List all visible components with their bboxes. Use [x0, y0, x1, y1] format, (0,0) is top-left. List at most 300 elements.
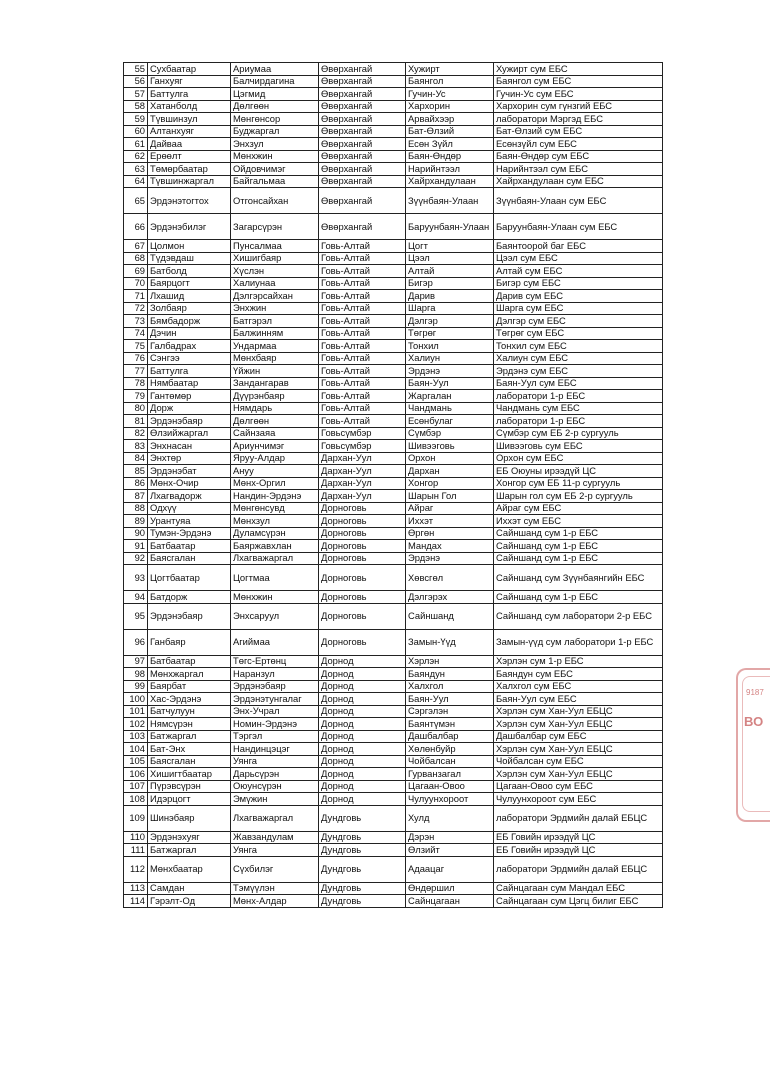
cell-soum: Бат-Өлзий [406, 125, 494, 138]
table-row [124, 844, 663, 857]
cell-school: Хэрлэн сум Хан-Уул ЕБЦС [494, 718, 663, 731]
table-row [124, 327, 663, 340]
cell-row-number: 96 [124, 629, 148, 655]
cell-given-name: Байгальмаа [231, 175, 319, 188]
cell-surname: Гэрэлт-Од [148, 895, 231, 908]
cell-soum: Эрдэнэ [406, 552, 494, 565]
cell-province: Дундговь [319, 805, 406, 831]
cell-surname: Батчулуун [148, 705, 231, 718]
cell-province: Дархан-Уул [319, 452, 406, 465]
cell-surname: Хишигтбаатар [148, 768, 231, 781]
cell-school: Дашбалбар сум ЕБС [494, 730, 663, 743]
table-row [124, 150, 663, 163]
cell-school: Хэрлэн сум 1-р ЕБС [494, 655, 663, 668]
cell-soum: Чойбалсан [406, 755, 494, 768]
cell-row-number: 108 [124, 793, 148, 806]
cell-row-number: 103 [124, 730, 148, 743]
cell-province: Говь-Алтай [319, 265, 406, 278]
cell-row-number: 74 [124, 327, 148, 340]
cell-school: Айраг сум ЕБС [494, 502, 663, 515]
table-row [124, 214, 663, 240]
table-row [124, 515, 663, 528]
cell-given-name: Ариумаа [231, 63, 319, 76]
cell-province: Говь-Алтай [319, 290, 406, 303]
cell-surname: Эрдэнэтогтох [148, 188, 231, 214]
cell-row-number: 69 [124, 265, 148, 278]
table-row [124, 831, 663, 844]
table-row [124, 465, 663, 478]
cell-province: Дорнод [319, 668, 406, 681]
cell-soum: Баян-Уул [406, 693, 494, 706]
cell-given-name: Тэмүүлэн [231, 882, 319, 895]
cell-row-number: 93 [124, 565, 148, 591]
cell-row-number: 98 [124, 668, 148, 681]
table-row [124, 440, 663, 453]
cell-given-name: Балжинням [231, 327, 319, 340]
cell-given-name: Лхагважаргал [231, 805, 319, 831]
cell-surname: Батжаргал [148, 844, 231, 857]
table-row [124, 377, 663, 390]
cell-given-name: Мөнхбаяр [231, 352, 319, 365]
cell-row-number: 65 [124, 188, 148, 214]
cell-province: Дорноговь [319, 515, 406, 528]
cell-school: лаборатори Мэргэд ЕБС [494, 113, 663, 126]
cell-row-number: 105 [124, 755, 148, 768]
cell-school: Хархорин сум гүнзгий ЕБС [494, 100, 663, 113]
table-row [124, 188, 663, 214]
cell-given-name: Нандинцэцэг [231, 743, 319, 756]
cell-surname: Төмөрбаатар [148, 163, 231, 176]
cell-given-name: Зандангарав [231, 377, 319, 390]
table-row [124, 63, 663, 76]
cell-surname: Мөнхжаргал [148, 668, 231, 681]
cell-school: ЕБ Оюуны ирээдүй ЦС [494, 465, 663, 478]
cell-school: Цээл сум ЕБС [494, 252, 663, 265]
cell-province: Дархан-Уул [319, 490, 406, 503]
cell-school: Сайнцагаан сум Цэгц билиг ЕБС [494, 895, 663, 908]
cell-province: Дорнод [319, 730, 406, 743]
table-row [124, 603, 663, 629]
cell-province: Дорнод [319, 793, 406, 806]
cell-soum: Хулд [406, 805, 494, 831]
cell-school: Сайншанд сум лаборатори 2-р ЕБС [494, 603, 663, 629]
table-row [124, 755, 663, 768]
cell-school: Замын-үүд сум лаборатори 1-р ЕБС [494, 629, 663, 655]
cell-province: Дундговь [319, 882, 406, 895]
cell-surname: Галбадрах [148, 340, 231, 353]
cell-given-name: Буджаргал [231, 125, 319, 138]
cell-surname: Өлзийжаргал [148, 427, 231, 440]
cell-province: Өвөрхангай [319, 63, 406, 76]
cell-province: Говь-Алтай [319, 252, 406, 265]
cell-given-name: Батгэрэл [231, 315, 319, 328]
cell-row-number: 109 [124, 805, 148, 831]
cell-given-name: Үйжин [231, 365, 319, 378]
cell-surname: Мөнхбаатар [148, 856, 231, 882]
cell-soum: Эрдэнэ [406, 365, 494, 378]
cell-row-number: 66 [124, 214, 148, 240]
table-row [124, 75, 663, 88]
table-row [124, 629, 663, 655]
cell-province: Дорнод [319, 718, 406, 731]
cell-row-number: 114 [124, 895, 148, 908]
table-row [124, 340, 663, 353]
cell-province: Дорнод [319, 655, 406, 668]
table-row [124, 427, 663, 440]
cell-school: Сүмбэр сум ЕБ 2-р сургууль [494, 427, 663, 440]
cell-given-name: Оюунсүрэн [231, 780, 319, 793]
cell-given-name: Тэргэл [231, 730, 319, 743]
cell-school: Баяндун сум ЕБС [494, 668, 663, 681]
cell-row-number: 64 [124, 175, 148, 188]
cell-province: Өвөрхангай [319, 88, 406, 101]
cell-given-name: Хүслэн [231, 265, 319, 278]
cell-surname: Хатанболд [148, 100, 231, 113]
cell-given-name: Хишигбаяр [231, 252, 319, 265]
participants-table [123, 62, 663, 908]
cell-school: Баруунбаян-Улаан сум ЕБС [494, 214, 663, 240]
cell-province: Говь-Алтай [319, 315, 406, 328]
cell-row-number: 71 [124, 290, 148, 303]
cell-row-number: 68 [124, 252, 148, 265]
cell-given-name: Лхагважаргал [231, 552, 319, 565]
cell-soum: Өндөршил [406, 882, 494, 895]
cell-province: Дорнод [319, 780, 406, 793]
cell-surname: Ерөөлт [148, 150, 231, 163]
cell-surname: Эрдэнэхуяг [148, 831, 231, 844]
cell-school: Шарга сум ЕБС [494, 302, 663, 315]
cell-given-name: Ануу [231, 465, 319, 478]
cell-school: Зүүнбаян-Улаан сум ЕБС [494, 188, 663, 214]
cell-surname: Түдэвдаш [148, 252, 231, 265]
cell-given-name: Агиймаа [231, 629, 319, 655]
cell-surname: Урантуяа [148, 515, 231, 528]
cell-surname: Энхтөр [148, 452, 231, 465]
cell-province: Дорноговь [319, 603, 406, 629]
cell-row-number: 77 [124, 365, 148, 378]
cell-province: Говь-Алтай [319, 302, 406, 315]
cell-school: Сайншанд сум 1-р ЕБС [494, 591, 663, 604]
cell-row-number: 59 [124, 113, 148, 126]
cell-school: Бат-Өлзий сум ЕБС [494, 125, 663, 138]
cell-row-number: 88 [124, 502, 148, 515]
cell-soum: Дарив [406, 290, 494, 303]
cell-row-number: 78 [124, 377, 148, 390]
cell-row-number: 100 [124, 693, 148, 706]
cell-row-number: 58 [124, 100, 148, 113]
table-row [124, 365, 663, 378]
cell-row-number: 107 [124, 780, 148, 793]
cell-given-name: Эмүжин [231, 793, 319, 806]
cell-school: Нарийнтээл сум ЕБС [494, 163, 663, 176]
table-row [124, 477, 663, 490]
cell-soum: Сайнцагаан [406, 895, 494, 908]
cell-soum: Есөнбулаг [406, 415, 494, 428]
cell-province: Говь-Алтай [319, 415, 406, 428]
table-row [124, 527, 663, 540]
cell-surname: Баярцогт [148, 277, 231, 290]
cell-province: Говь-Алтай [319, 327, 406, 340]
cell-surname: Лхагвадорж [148, 490, 231, 503]
cell-soum: Шарын Гол [406, 490, 494, 503]
table-row [124, 718, 663, 731]
cell-school: Чойбалсан сум ЕБС [494, 755, 663, 768]
cell-soum: Жаргалан [406, 390, 494, 403]
cell-school: Цагаан-Овоо сум ЕБС [494, 780, 663, 793]
table-row [124, 277, 663, 290]
cell-surname: Бат-Энх [148, 743, 231, 756]
cell-surname: Бямбадорж [148, 315, 231, 328]
table-row [124, 390, 663, 403]
cell-surname: Идэрцогт [148, 793, 231, 806]
cell-row-number: 111 [124, 844, 148, 857]
cell-school: Чулуунхороот сум ЕБС [494, 793, 663, 806]
cell-soum: Төгрөг [406, 327, 494, 340]
table-row [124, 856, 663, 882]
cell-given-name: Дүүрэнбаяр [231, 390, 319, 403]
cell-soum: Цогт [406, 240, 494, 253]
cell-given-name: Дуламсүрэн [231, 527, 319, 540]
cell-soum: Хөлөнбуйр [406, 743, 494, 756]
cell-school: Есөнзүйл сум ЕБС [494, 138, 663, 151]
cell-school: Баян-Уул сум ЕБС [494, 693, 663, 706]
cell-province: Өвөрхангай [319, 214, 406, 240]
table-row [124, 240, 663, 253]
cell-given-name: Балчирдагина [231, 75, 319, 88]
cell-school: Хэрлэн сум Хан-Уул ЕБЦС [494, 768, 663, 781]
cell-surname: Энхнасан [148, 440, 231, 453]
cell-given-name: Сайнзаяа [231, 427, 319, 440]
cell-surname: Эрдэнэбаяр [148, 603, 231, 629]
table-row [124, 452, 663, 465]
cell-soum: Цээл [406, 252, 494, 265]
cell-school: Гучин-Ус сум ЕБС [494, 88, 663, 101]
cell-province: Дундговь [319, 856, 406, 882]
table-row [124, 265, 663, 278]
cell-given-name: Нандин-Эрдэнэ [231, 490, 319, 503]
cell-given-name: Ойдовчимэг [231, 163, 319, 176]
cell-surname: Тумэн-Эрдэнэ [148, 527, 231, 540]
cell-surname: Нямсүрэн [148, 718, 231, 731]
cell-soum: Сайншанд [406, 603, 494, 629]
cell-soum: Хөвсгөл [406, 565, 494, 591]
cell-surname: Сухбаатар [148, 63, 231, 76]
cell-given-name: Дарьсүрэн [231, 768, 319, 781]
cell-soum: Өргөн [406, 527, 494, 540]
table-row [124, 163, 663, 176]
cell-soum: Баянгол [406, 75, 494, 88]
cell-soum: Адаацаг [406, 856, 494, 882]
table-row [124, 290, 663, 303]
cell-row-number: 75 [124, 340, 148, 353]
table-row [124, 315, 663, 328]
cell-soum: Халиун [406, 352, 494, 365]
cell-school: Бигэр сум ЕБС [494, 277, 663, 290]
cell-row-number: 91 [124, 540, 148, 553]
cell-given-name: Энхсаруул [231, 603, 319, 629]
table-row [124, 895, 663, 908]
cell-school: ЕБ Говийн ирээдүй ЦС [494, 844, 663, 857]
cell-surname: Батбаатар [148, 655, 231, 668]
cell-surname: Лхашид [148, 290, 231, 303]
cell-surname: Дорж [148, 402, 231, 415]
cell-school: Баян-Уул сум ЕБС [494, 377, 663, 390]
cell-surname: Батдорж [148, 591, 231, 604]
table-row [124, 402, 663, 415]
cell-row-number: 86 [124, 477, 148, 490]
cell-school: Эрдэнэ сум ЕБС [494, 365, 663, 378]
cell-surname: Золбаяр [148, 302, 231, 315]
cell-soum: Бигэр [406, 277, 494, 290]
cell-row-number: 57 [124, 88, 148, 101]
cell-province: Дорноговь [319, 527, 406, 540]
cell-given-name: Мөнхжин [231, 591, 319, 604]
cell-surname: Хас-Эрдэнэ [148, 693, 231, 706]
cell-row-number: 110 [124, 831, 148, 844]
cell-school: лаборатори 1-р ЕБС [494, 390, 663, 403]
cell-school: Баян-Өндөр сум ЕБС [494, 150, 663, 163]
cell-school: Шарын гол сум ЕБ 2-р сургууль [494, 490, 663, 503]
cell-row-number: 56 [124, 75, 148, 88]
table-row [124, 502, 663, 515]
cell-school: Халхгол сум ЕБС [494, 680, 663, 693]
cell-school: Хонгор сум ЕБ 11-р сургууль [494, 477, 663, 490]
cell-row-number: 112 [124, 856, 148, 882]
cell-surname: Баттулга [148, 88, 231, 101]
cell-given-name: Мөнх-Алдар [231, 895, 319, 908]
cell-school: Халиун сум ЕБС [494, 352, 663, 365]
cell-school: Алтай сум ЕБС [494, 265, 663, 278]
cell-row-number: 70 [124, 277, 148, 290]
table-row [124, 780, 663, 793]
cell-school: Сайншанд сум 1-р ЕБС [494, 552, 663, 565]
cell-given-name: Мөнхжин [231, 150, 319, 163]
table-row [124, 125, 663, 138]
cell-province: Өвөрхангай [319, 188, 406, 214]
cell-surname: Баттулга [148, 365, 231, 378]
cell-row-number: 102 [124, 718, 148, 731]
cell-province: Дорнод [319, 680, 406, 693]
cell-row-number: 113 [124, 882, 148, 895]
cell-given-name: Жавзандулам [231, 831, 319, 844]
cell-school: Иххэт сум ЕБС [494, 515, 663, 528]
cell-province: Дорнод [319, 743, 406, 756]
cell-soum: Хужирт [406, 63, 494, 76]
cell-given-name: Номин-Эрдэнэ [231, 718, 319, 731]
cell-province: Говьсүмбэр [319, 427, 406, 440]
cell-soum: Цагаан-Овоо [406, 780, 494, 793]
cell-row-number: 76 [124, 352, 148, 365]
cell-row-number: 72 [124, 302, 148, 315]
cell-row-number: 90 [124, 527, 148, 540]
cell-given-name: Цэгмид [231, 88, 319, 101]
cell-row-number: 63 [124, 163, 148, 176]
cell-given-name: Дөлгөөн [231, 415, 319, 428]
cell-soum: Халхгол [406, 680, 494, 693]
cell-soum: Мандах [406, 540, 494, 553]
cell-soum: Дэрэн [406, 831, 494, 844]
cell-row-number: 84 [124, 452, 148, 465]
cell-surname: Эрдэнэбаяр [148, 415, 231, 428]
cell-row-number: 94 [124, 591, 148, 604]
cell-soum: Чулуунхороот [406, 793, 494, 806]
cell-given-name: Төгс-Ертөнц [231, 655, 319, 668]
cell-soum: Дашбалбар [406, 730, 494, 743]
cell-surname: Эрдэнэбат [148, 465, 231, 478]
cell-row-number: 60 [124, 125, 148, 138]
cell-school: Дэлгэр сум ЕБС [494, 315, 663, 328]
table-row [124, 175, 663, 188]
cell-row-number: 89 [124, 515, 148, 528]
cell-given-name: Халиунаа [231, 277, 319, 290]
cell-given-name: Эрдэнэбаяр [231, 680, 319, 693]
cell-soum: Дархан [406, 465, 494, 478]
table-row [124, 100, 663, 113]
cell-given-name: Загарсүрэн [231, 214, 319, 240]
cell-surname: Алтанхуяг [148, 125, 231, 138]
cell-school: ЕБ Говийн ирээдүй ЦС [494, 831, 663, 844]
cell-province: Дорноговь [319, 565, 406, 591]
cell-surname: Цолмон [148, 240, 231, 253]
table-row [124, 591, 663, 604]
cell-given-name: Энхзул [231, 138, 319, 151]
table-row [124, 805, 663, 831]
cell-row-number: 99 [124, 680, 148, 693]
cell-school: Сайнцагаан сум Мандал ЕБС [494, 882, 663, 895]
cell-surname: Түвшинзул [148, 113, 231, 126]
cell-province: Дундговь [319, 831, 406, 844]
cell-school: лаборатори 1-р ЕБС [494, 415, 663, 428]
table-row [124, 565, 663, 591]
cell-province: Дорноговь [319, 552, 406, 565]
cell-province: Говь-Алтай [319, 240, 406, 253]
table-row [124, 768, 663, 781]
cell-school: лаборатори Эрдмийн далай ЕБЦС [494, 805, 663, 831]
cell-row-number: 106 [124, 768, 148, 781]
cell-soum: Алтай [406, 265, 494, 278]
table-row [124, 743, 663, 756]
cell-row-number: 82 [124, 427, 148, 440]
cell-surname: Сэнгээ [148, 352, 231, 365]
cell-soum: Хонгор [406, 477, 494, 490]
cell-surname: Дэчин [148, 327, 231, 340]
cell-row-number: 61 [124, 138, 148, 151]
cell-school: Сайншанд сум 1-р ЕБС [494, 540, 663, 553]
cell-school: Хэрлэн сум Хан-Уул ЕБЦС [494, 705, 663, 718]
cell-province: Дундговь [319, 844, 406, 857]
cell-row-number: 62 [124, 150, 148, 163]
cell-surname: Самдан [148, 882, 231, 895]
cell-soum: Дэлгэр [406, 315, 494, 328]
cell-surname: Баясгалан [148, 755, 231, 768]
table-row [124, 730, 663, 743]
cell-surname: Одхүү [148, 502, 231, 515]
cell-soum: Арвайхээр [406, 113, 494, 126]
cell-given-name: Энхжин [231, 302, 319, 315]
cell-given-name: Сүхбилэг [231, 856, 319, 882]
cell-given-name: Ундармаа [231, 340, 319, 353]
stamp-number: 9187 [746, 688, 764, 697]
cell-row-number: 101 [124, 705, 148, 718]
cell-surname: Цогтбаатар [148, 565, 231, 591]
cell-given-name: Мөнх-Оргил [231, 477, 319, 490]
cell-given-name: Пунсалмаа [231, 240, 319, 253]
cell-soum: Баяндун [406, 668, 494, 681]
cell-soum: Баян-Өндөр [406, 150, 494, 163]
cell-school: Хэрлэн сум Хан-Уул ЕБЦС [494, 743, 663, 756]
cell-soum: Хайрхандулаан [406, 175, 494, 188]
cell-row-number: 79 [124, 390, 148, 403]
